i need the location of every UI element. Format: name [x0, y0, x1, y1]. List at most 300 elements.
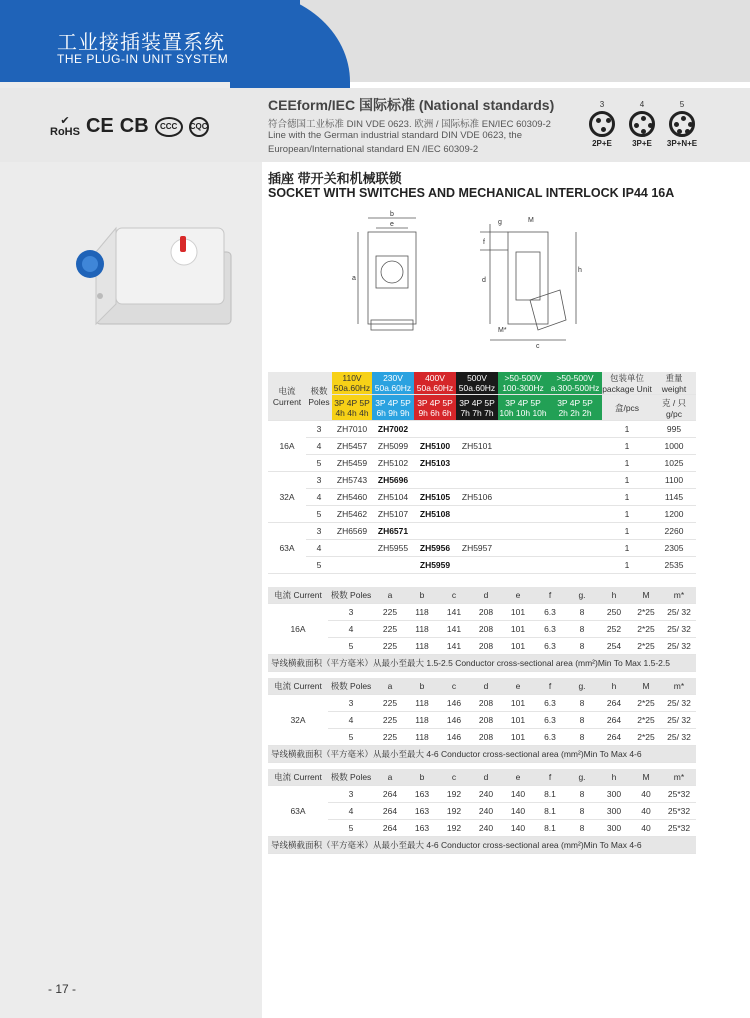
dimension-value-cell: 4: [328, 803, 374, 820]
pole-code-header: 3P 4P 5P 2h 2h 2h: [548, 395, 602, 421]
dim-label-c: c: [536, 343, 540, 350]
dimension-header-cell: m*: [662, 678, 696, 695]
pin-config-3: [587, 100, 617, 148]
dimension-header-cell: c: [438, 769, 470, 786]
dimension-value-cell: 146: [438, 729, 470, 746]
dimension-value-cell: 40: [630, 820, 662, 837]
dimension-header-cell: g.: [566, 678, 598, 695]
product-code-cell: [456, 557, 498, 574]
product-code-cell: [498, 472, 548, 489]
dimension-header-cell: 极数 Poles: [328, 587, 374, 604]
product-code-cell: ZH5743: [332, 472, 372, 489]
weight-cell: 2535: [652, 557, 696, 574]
voltage-header: 230V 50a.60Hz: [372, 372, 414, 395]
dimension-value-cell: 8: [566, 712, 598, 729]
product-code-cell: [332, 557, 372, 574]
dimension-value-cell: 192: [438, 786, 470, 803]
col-header-package: 包装单位 package Unit: [602, 373, 652, 394]
dimension-header-cell: b: [406, 769, 438, 786]
dimension-value-cell: 2*25: [630, 712, 662, 729]
dimension-header-cell: c: [438, 587, 470, 604]
dimension-value-cell: 25*32: [662, 820, 696, 837]
dimension-header-cell: f: [534, 587, 566, 604]
product-code-cell: [498, 438, 548, 455]
poles-cell: 3: [306, 523, 332, 540]
poles-cell: 4: [306, 438, 332, 455]
dimension-value-cell: 40: [630, 786, 662, 803]
dimension-value-cell: 5: [328, 820, 374, 837]
dim-label-mstar: M*: [498, 327, 507, 334]
conductor-area-row: [268, 746, 696, 763]
dimension-value-cell: 101: [502, 729, 534, 746]
voltage-header: >50-500V a.300-500Hz: [548, 372, 602, 395]
package-cell: 1: [602, 438, 652, 455]
dimension-table-63a: [268, 769, 696, 854]
dimension-value-cell: 6.3: [534, 621, 566, 638]
table-row: [268, 729, 696, 746]
current-cell: 32A: [268, 695, 328, 746]
table-row: [268, 557, 696, 574]
dimension-value-cell: 8: [566, 638, 598, 655]
cqc-icon: CQC: [189, 117, 209, 137]
product-code-cell: [548, 540, 602, 557]
dimension-value-cell: 300: [598, 803, 630, 820]
dimension-value-cell: 225: [374, 729, 406, 746]
table-row: [268, 523, 696, 540]
dimension-value-cell: 208: [470, 604, 502, 621]
dim-label-g: g: [498, 219, 502, 226]
pin-config-4: [627, 100, 657, 148]
dimension-value-cell: 2*25: [630, 621, 662, 638]
dimension-value-cell: 118: [406, 695, 438, 712]
table-row: [268, 712, 696, 729]
weight-unit-label: 克 / 只 g/pc: [652, 395, 696, 421]
product-code-cell: [414, 421, 456, 438]
dimension-value-cell: 3: [328, 695, 374, 712]
dim-label-f: f: [483, 239, 485, 246]
dimension-value-cell: 225: [374, 638, 406, 655]
current-cell: 32A: [268, 472, 306, 523]
dim-label-b: b: [390, 211, 394, 218]
dimension-value-cell: 2*25: [630, 729, 662, 746]
dimension-value-cell: 8: [566, 604, 598, 621]
dimension-value-cell: 140: [502, 820, 534, 837]
header-subtitle: THE PLUG-IN UNIT SYSTEM: [57, 52, 229, 66]
product-code-cell: [332, 540, 372, 557]
standards-line: European/International standard EN /IEC 60309-2: [268, 144, 479, 155]
dimension-value-cell: 25/ 32: [662, 729, 696, 746]
product-code-cell: ZH5460: [332, 489, 372, 506]
dimension-value-cell: 8: [566, 820, 598, 837]
voltage-header: 500V 50a.60Hz: [456, 372, 498, 395]
pole-code-header: 3P 4P 5P 9h 6h 6h: [414, 395, 456, 421]
product-code-cell: ZH5462: [332, 506, 372, 523]
dimension-value-cell: 101: [502, 712, 534, 729]
dimension-header-cell: 电流 Current: [268, 678, 328, 695]
voltage-header: >50-500V 100-300Hz: [498, 372, 548, 395]
dimension-value-cell: 141: [438, 638, 470, 655]
weight-cell: 2305: [652, 540, 696, 557]
dimension-value-cell: 250: [598, 604, 630, 621]
package-cell: 1: [602, 540, 652, 557]
pin-count: 5: [679, 100, 685, 109]
dimension-value-cell: 4: [328, 712, 374, 729]
dimension-header-cell: h: [598, 678, 630, 695]
dimension-value-cell: 8: [566, 786, 598, 803]
dimension-header-cell: c: [438, 678, 470, 695]
dimension-header-cell: 极数 Poles: [328, 678, 374, 695]
product-code-cell: ZH5696: [372, 472, 414, 489]
dimension-value-cell: 8.1: [534, 786, 566, 803]
dim-label-M: M: [528, 217, 534, 224]
pin-count: 4: [639, 100, 645, 109]
product-code-cell: [456, 421, 498, 438]
ccc-icon: CCC: [155, 117, 183, 137]
dimension-value-cell: 300: [598, 786, 630, 803]
product-code-cell: ZH5103: [414, 455, 456, 472]
poles-cell: 4: [306, 540, 332, 557]
pole-code-header: 3P 4P 5P 10h 10h 10h: [498, 395, 548, 421]
dimension-value-cell: 240: [470, 786, 502, 803]
dim-label-e: e: [390, 221, 394, 228]
product-code-cell: [548, 489, 602, 506]
product-code-cell: [548, 557, 602, 574]
dimension-value-cell: 25/ 32: [662, 712, 696, 729]
conductor-area-row: [268, 655, 696, 672]
dimension-value-cell: 118: [406, 621, 438, 638]
product-code-cell: [548, 421, 602, 438]
dimension-value-cell: 25/ 32: [662, 695, 696, 712]
dimension-value-cell: 25/ 32: [662, 638, 696, 655]
col-header-current: 电流 Current: [268, 372, 306, 421]
dimension-header-cell: d: [470, 678, 502, 695]
dimension-header-cell: 电流 Current: [268, 587, 328, 604]
dimension-header-cell: e: [502, 769, 534, 786]
package-cell: 1: [602, 557, 652, 574]
cb-icon: CB: [119, 115, 149, 137]
plug-face-icon: [629, 111, 655, 137]
product-code-cell: ZH5107: [372, 506, 414, 523]
dimension-value-cell: 8.1: [534, 820, 566, 837]
pin-label: 2P+E: [592, 139, 612, 148]
dimension-value-cell: 163: [406, 803, 438, 820]
product-code-cell: [498, 489, 548, 506]
pin-label: 3P+E: [632, 139, 652, 148]
dimension-value-cell: 101: [502, 638, 534, 655]
dimension-header-cell: g.: [566, 587, 598, 604]
dimension-table-16a: [268, 587, 696, 672]
product-code-cell: [372, 557, 414, 574]
current-cell: 16A: [268, 604, 328, 655]
table-row: [268, 786, 696, 803]
ce-icon: CE: [85, 115, 114, 137]
product-code-cell: [414, 523, 456, 540]
product-code-cell: ZH5104: [372, 489, 414, 506]
dimension-value-cell: 25*32: [662, 786, 696, 803]
poles-cell: 5: [306, 506, 332, 523]
dimension-header-cell: M: [630, 678, 662, 695]
dimension-value-cell: 225: [374, 712, 406, 729]
dim-label-h: h: [578, 267, 582, 274]
package-cell: 1: [602, 421, 652, 438]
poles-cell: 5: [306, 455, 332, 472]
poles-cell: 4: [306, 489, 332, 506]
product-code-cell: [548, 523, 602, 540]
conductor-area-note: 导线横截面积（平方毫米）从最小至最大 4-6 Conductor cross-sectional area (mm²)Min To Max 4-6: [268, 837, 696, 854]
product-code-cell: ZH5955: [372, 540, 414, 557]
table-row: [268, 540, 696, 557]
product-code-cell: ZH5957: [456, 540, 498, 557]
dimension-value-cell: 225: [374, 604, 406, 621]
product-code-rows: [268, 421, 696, 574]
dimension-header-cell: b: [406, 678, 438, 695]
dimension-value-cell: 300: [598, 820, 630, 837]
dimension-header-cell: M: [630, 587, 662, 604]
weight-cell: 1000: [652, 438, 696, 455]
pin-config-5: [667, 100, 697, 148]
dimension-header-cell: 极数 Poles: [328, 769, 374, 786]
standards-title: CEEform/IEC 国际标准 (National standards): [268, 97, 555, 113]
dimension-value-cell: 264: [598, 712, 630, 729]
table-row: [268, 695, 696, 712]
poles-cell: 3: [306, 472, 332, 489]
product-code-cell: [548, 506, 602, 523]
dimension-header-cell: f: [534, 678, 566, 695]
product-code-cell: ZH5105: [414, 489, 456, 506]
dimension-value-cell: 208: [470, 638, 502, 655]
current-cell: 63A: [268, 523, 306, 574]
dimension-header-cell: f: [534, 769, 566, 786]
dimension-value-cell: 140: [502, 786, 534, 803]
dimension-value-cell: 40: [630, 803, 662, 820]
product-code-table: [268, 372, 696, 574]
weight-cell: 995: [652, 421, 696, 438]
table-row: [268, 604, 696, 621]
dimension-value-cell: 146: [438, 695, 470, 712]
dimension-header-cell: h: [598, 587, 630, 604]
dimension-value-cell: 208: [470, 729, 502, 746]
dimension-header-row: [268, 587, 696, 604]
weight-cell: 1100: [652, 472, 696, 489]
pin-count: 3: [599, 100, 605, 109]
dimension-value-cell: 6.3: [534, 729, 566, 746]
dimension-value-cell: 208: [470, 621, 502, 638]
product-code-cell: [456, 506, 498, 523]
product-code-cell: ZH5099: [372, 438, 414, 455]
page-number: - 17 -: [48, 982, 77, 996]
product-code-cell: ZH5100: [414, 438, 456, 455]
poles-cell: 3: [306, 421, 332, 438]
pin-label: 3P+N+E: [666, 139, 698, 148]
weight-cell: 1145: [652, 489, 696, 506]
dimension-value-cell: 2*25: [630, 695, 662, 712]
dimension-value-cell: 6.3: [534, 712, 566, 729]
dimension-value-cell: 192: [438, 820, 470, 837]
product-code-cell: [498, 455, 548, 472]
product-code-cell: [456, 523, 498, 540]
product-code-cell: [498, 421, 548, 438]
dimension-value-cell: 163: [406, 820, 438, 837]
pole-code-header: 3P 4P 5P 6h 9h 9h: [372, 395, 414, 421]
product-code-cell: [498, 523, 548, 540]
dimension-value-cell: 6.3: [534, 638, 566, 655]
dimension-value-cell: 192: [438, 803, 470, 820]
weight-cell: 1025: [652, 455, 696, 472]
dimension-value-cell: 254: [598, 638, 630, 655]
product-code-cell: [498, 557, 548, 574]
dimension-value-cell: 225: [374, 695, 406, 712]
dimension-value-cell: 240: [470, 803, 502, 820]
product-title-en: SOCKET WITH SWITCHES AND MECHANICAL INTERLOCK IP44 16A: [268, 186, 675, 200]
dimension-value-cell: 101: [502, 604, 534, 621]
dimension-value-cell: 4: [328, 621, 374, 638]
dimension-value-cell: 264: [374, 786, 406, 803]
dimension-value-cell: 8: [566, 695, 598, 712]
dimension-value-cell: 118: [406, 729, 438, 746]
product-code-cell: [498, 540, 548, 557]
dimension-value-cell: 264: [374, 820, 406, 837]
standards-line: Line with the German industrial standard DIN VDE 0623, the: [268, 130, 522, 141]
dimension-header-cell: e: [502, 587, 534, 604]
product-code-cell: [456, 455, 498, 472]
dimension-value-cell: 25/ 32: [662, 604, 696, 621]
product-code-cell: ZH5101: [456, 438, 498, 455]
header-title: 工业接插装置系统: [57, 32, 225, 54]
product-code-cell: [498, 506, 548, 523]
product-code-cell: ZH5102: [372, 455, 414, 472]
dimension-value-cell: 8: [566, 803, 598, 820]
dimension-value-cell: 208: [470, 712, 502, 729]
dimension-table-32a: [268, 678, 696, 763]
dimension-header-cell: M: [630, 769, 662, 786]
page-header: [0, 0, 750, 82]
dimension-value-cell: 8.1: [534, 803, 566, 820]
socket-product-icon: [76, 222, 236, 330]
dimension-drawing: [340, 210, 600, 350]
dimension-value-cell: 5: [328, 729, 374, 746]
voltage-header: 400V 50a.60Hz: [414, 372, 456, 395]
dimension-value-cell: 146: [438, 712, 470, 729]
dimension-header-cell: 电流 Current: [268, 769, 328, 786]
product-code-cell: [456, 472, 498, 489]
dimension-header-cell: g.: [566, 769, 598, 786]
table-row: [268, 803, 696, 820]
table-row: [268, 438, 696, 455]
package-cell: 1: [602, 472, 652, 489]
table-row: [268, 421, 696, 438]
conductor-area-note: 导线横截面积（平方毫米）从最小至最大 1.5-2.5 Conductor cross-sectional area (mm²)Min To Max 1.5-2.5: [268, 655, 696, 672]
dimension-header-cell: e: [502, 678, 534, 695]
dimension-header-cell: d: [470, 587, 502, 604]
dimension-value-cell: 101: [502, 695, 534, 712]
product-code-cell: ZH5459: [332, 455, 372, 472]
dimension-value-cell: 25*32: [662, 803, 696, 820]
dimension-value-cell: 101: [502, 621, 534, 638]
product-code-cell: ZH6571: [372, 523, 414, 540]
dimension-value-cell: 141: [438, 604, 470, 621]
package-cell: 1: [602, 489, 652, 506]
plug-face-icon: [669, 111, 695, 137]
weight-cell: 1200: [652, 506, 696, 523]
dim-label-a: a: [352, 275, 356, 282]
table-row: [268, 621, 696, 638]
dimension-value-cell: 141: [438, 621, 470, 638]
dimension-value-cell: 140: [502, 803, 534, 820]
col-header-weight: 重量 weight: [652, 372, 696, 395]
product-code-cell: ZH5959: [414, 557, 456, 574]
poles-cell: 5: [306, 557, 332, 574]
dimension-value-cell: 25/ 32: [662, 621, 696, 638]
product-code-cell: ZH5108: [414, 506, 456, 523]
pin-configurations: [587, 100, 697, 148]
table-row: [268, 638, 696, 655]
current-cell: 16A: [268, 421, 306, 472]
package-cell: 1: [602, 455, 652, 472]
plug-face-icon: [589, 111, 615, 137]
dimension-value-cell: 225: [374, 621, 406, 638]
table-row: [268, 472, 696, 489]
dimension-value-cell: 264: [598, 695, 630, 712]
dimension-value-cell: 208: [470, 695, 502, 712]
dimension-value-cell: 264: [598, 729, 630, 746]
dimension-value-cell: 240: [470, 820, 502, 837]
product-code-cell: ZH5457: [332, 438, 372, 455]
conductor-area-note: 导线横截面积（平方毫米）从最小至最大 4-6 Conductor cross-sectional area (mm²)Min To Max 4-6: [268, 746, 696, 763]
dimension-value-cell: 2*25: [630, 638, 662, 655]
dimension-header-cell: m*: [662, 587, 696, 604]
dimension-value-cell: 163: [406, 786, 438, 803]
table-row: [268, 489, 696, 506]
dimension-value-cell: 6.3: [534, 695, 566, 712]
dimension-header-row: [268, 678, 696, 695]
dimension-header-cell: b: [406, 587, 438, 604]
product-code-cell: ZH7002: [372, 421, 414, 438]
dimension-header-cell: a: [374, 587, 406, 604]
dimension-value-cell: 118: [406, 712, 438, 729]
dimension-value-cell: 5: [328, 638, 374, 655]
dim-label-d: d: [482, 277, 486, 284]
dimension-value-cell: 2*25: [630, 604, 662, 621]
product-code-cell: ZH6569: [332, 523, 372, 540]
product-title-cn: 插座 带开关和机械联锁: [268, 171, 402, 186]
product-code-cell: ZH5106: [456, 489, 498, 506]
certification-logos: [50, 115, 209, 138]
dimension-value-cell: 118: [406, 604, 438, 621]
dimension-header-cell: a: [374, 769, 406, 786]
dimension-value-cell: 3: [328, 786, 374, 803]
dimension-value-cell: 252: [598, 621, 630, 638]
dimension-header-cell: a: [374, 678, 406, 695]
dimension-value-cell: 118: [406, 638, 438, 655]
dimension-header-row: [268, 769, 696, 786]
table-row: [268, 506, 696, 523]
product-code-cell: ZH5956: [414, 540, 456, 557]
package-unit-label: 盒/pcs: [602, 395, 652, 421]
col-header-poles: 极数 Poles: [306, 372, 332, 421]
dimension-header-cell: d: [470, 769, 502, 786]
rohs-icon: ✔ RoHS: [50, 114, 80, 138]
weight-cell: 2260: [652, 523, 696, 540]
table-row: [268, 820, 696, 837]
pole-code-header: 3P 4P 5P 7h 7h 7h: [456, 395, 498, 421]
dimension-value-cell: 3: [328, 604, 374, 621]
current-cell: 63A: [268, 786, 328, 837]
product-code-cell: [414, 472, 456, 489]
product-code-cell: [548, 438, 602, 455]
pole-code-header: 3P 4P 5P 4h 4h 4h: [332, 395, 372, 421]
product-code-cell: [548, 455, 602, 472]
package-cell: 1: [602, 506, 652, 523]
